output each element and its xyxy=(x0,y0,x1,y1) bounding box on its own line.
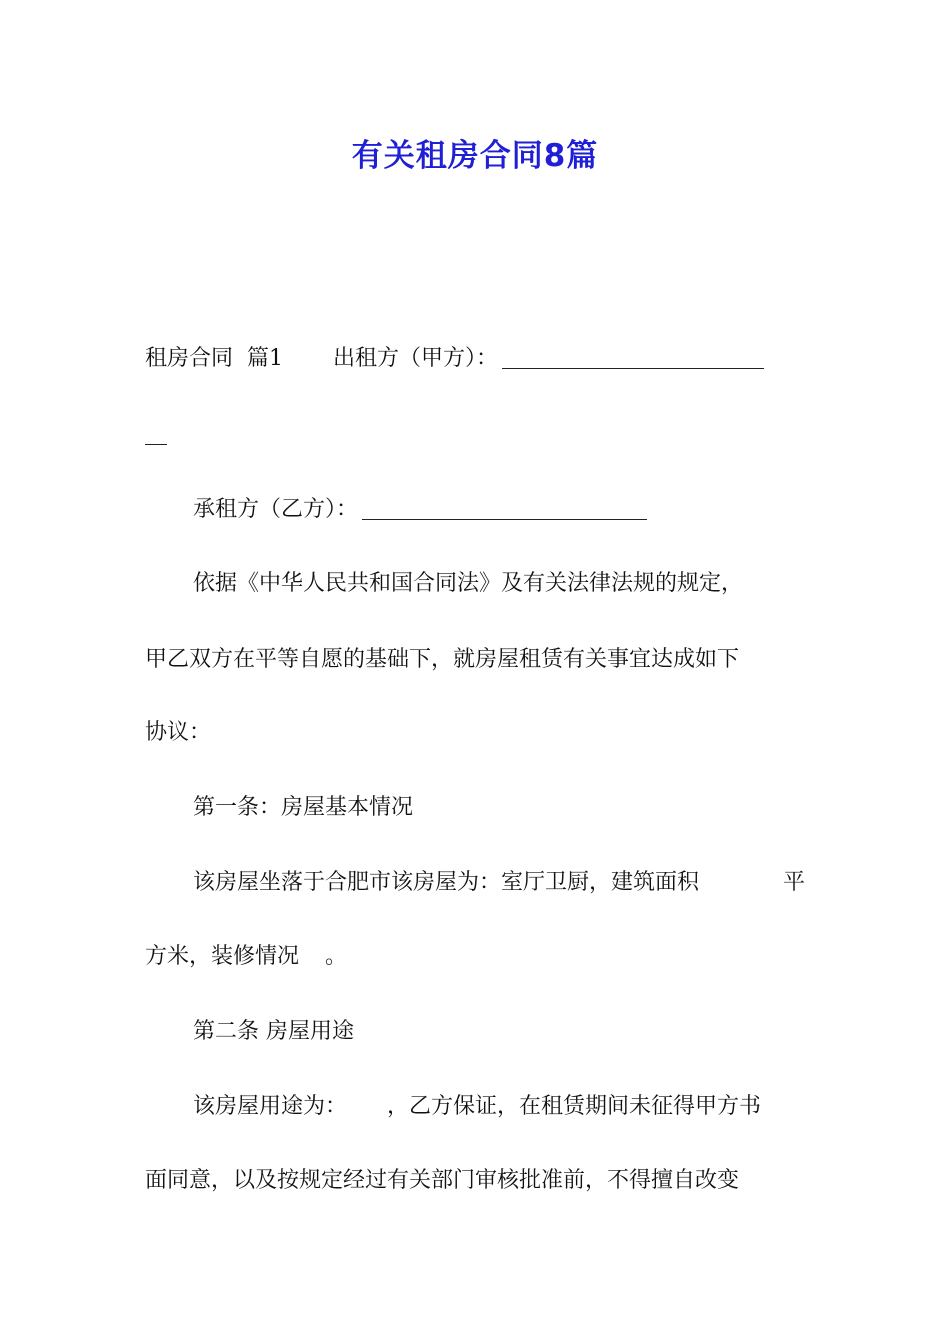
article-1-decoration-text: 方米，装修情况 xyxy=(145,944,300,969)
article-2-usage-text: ，乙方保证，在租赁期间未征得甲方书 xyxy=(387,1094,762,1119)
article-1-line-2 xyxy=(145,942,805,972)
article-1-line-1 xyxy=(193,868,805,898)
lessee-label: 承租方（乙方）： xyxy=(193,497,359,522)
lessor-blank-continuation xyxy=(145,422,167,445)
lessee-blank xyxy=(362,497,647,520)
document-title: 有关租房合同8篇 xyxy=(351,138,599,174)
article-1-period: 。 xyxy=(325,944,348,969)
article-1-location-text: 该房屋坐落于合肥市该房屋为：室厅卫厨，建筑面积 xyxy=(193,870,700,895)
contract-heading-number: 篇1 xyxy=(247,346,284,371)
lessee-line xyxy=(193,495,805,525)
article-1-title: 第一条：房屋基本情况 xyxy=(193,795,414,820)
lessor-blank-continuation-line xyxy=(145,420,805,450)
article-2-usage-label: 该房屋用途为： xyxy=(193,1094,348,1119)
article-2-title: 第二条 房屋用途 xyxy=(193,1019,354,1044)
article-2-line-2: 面同意，以及按规定经过有关部门审核批准前，不得擅自改变 xyxy=(145,1168,740,1193)
paragraph-legal-basis-line-1: 依据《中华人民共和国合同法》及有关法律法规的规定， xyxy=(193,571,744,596)
lessor-blank xyxy=(502,346,764,369)
article-1-area-unit-start: 平 xyxy=(782,870,805,895)
contract-heading-line xyxy=(145,344,805,374)
paragraph-legal-basis-line-3: 协议： xyxy=(145,720,212,745)
lessor-label: 出租方（甲方）： xyxy=(333,346,499,371)
article-2-line-1 xyxy=(193,1092,805,1122)
contract-heading-label: 租房合同 xyxy=(145,346,234,371)
paragraph-legal-basis-line-2: 甲乙双方在平等自愿的基础下，就房屋租赁有关事宜达成如下 xyxy=(145,647,740,672)
